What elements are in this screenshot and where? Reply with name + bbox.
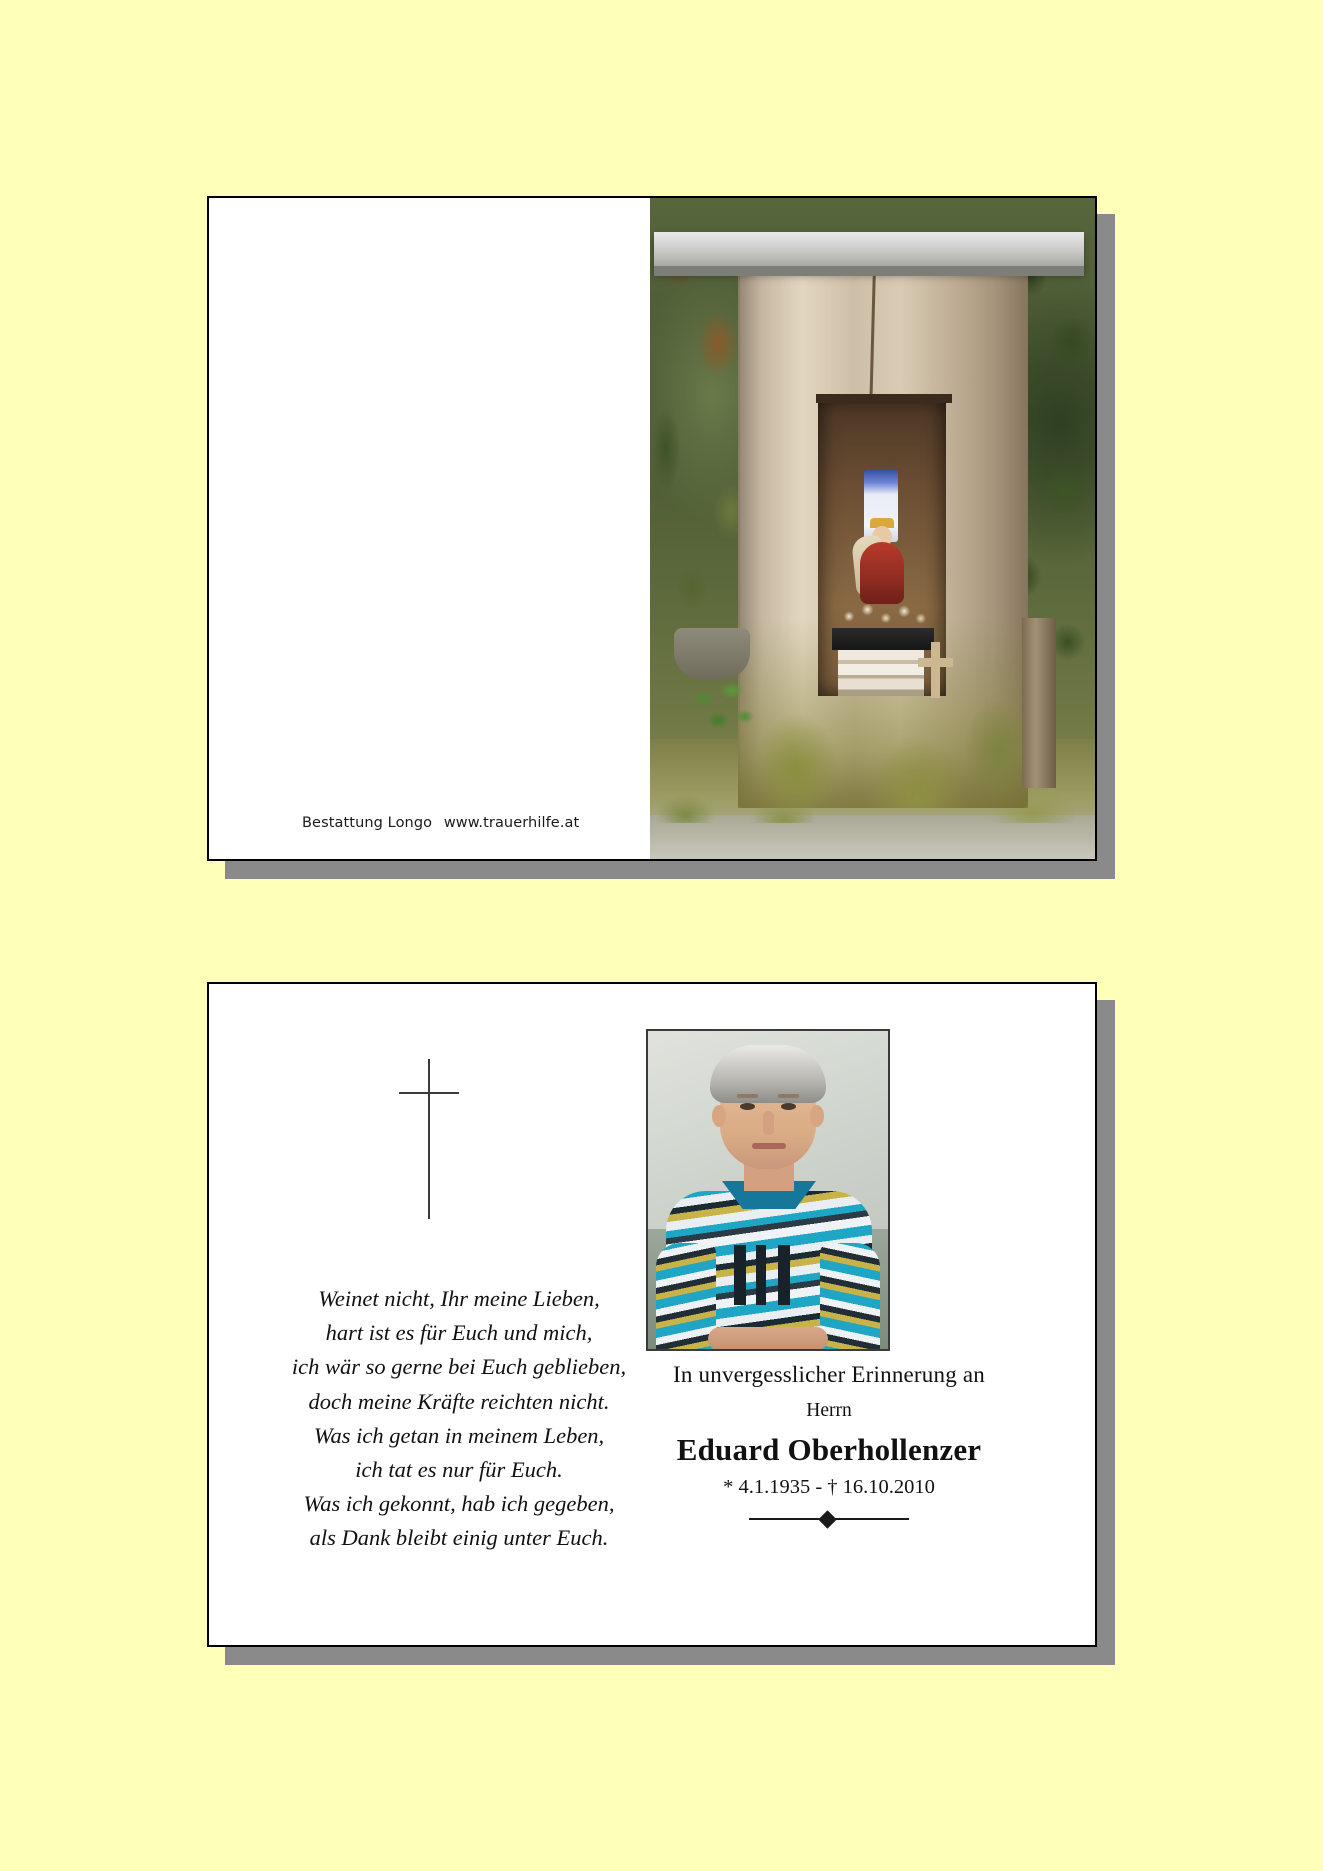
verse-line: hart ist es für Euch und mich,: [325, 1320, 593, 1346]
verse-line: Was ich gekonnt, hab ich gegeben,: [303, 1491, 615, 1517]
verse-line: ich wär so gerne bei Euch geblieben,: [291, 1354, 627, 1380]
verse-line: als Dank bleibt einig unter Euch.: [309, 1525, 609, 1551]
flower-offering: [838, 596, 930, 630]
funeral-home-imprint: [302, 815, 579, 831]
funeral-home-name: Bestattung Longo: [302, 815, 433, 831]
statue-robe: [860, 542, 904, 604]
sweater-pattern-blocks: [734, 1245, 800, 1305]
left-ear: [712, 1105, 726, 1127]
card-inside-layout: [209, 984, 1095, 1645]
verse-line: Was ich getan in meinem Leben,: [313, 1422, 605, 1448]
right-ear: [810, 1105, 824, 1127]
life-dates: * 4.1.1935 - † 16.10.2010: [723, 1476, 935, 1498]
card-outside-layout: [209, 198, 1095, 859]
memorial-card-inside: [207, 982, 1097, 1647]
memorial-card-outside: [207, 196, 1097, 861]
left-eyebrow: [737, 1094, 758, 1098]
stacked-stones: [838, 650, 924, 696]
memorial-intro: In unvergesslicher Erinnerung an: [673, 1362, 985, 1387]
christian-cross-icon: [399, 1059, 459, 1219]
ornamental-divider: [749, 1511, 909, 1527]
left-eye: [740, 1103, 755, 1110]
stone-pot: [674, 628, 750, 680]
cross-vertical-bar: [428, 1059, 430, 1219]
folded-hands: [708, 1327, 828, 1351]
green-plant: [690, 678, 760, 748]
wooden-post: [1022, 618, 1056, 788]
grey-hair: [710, 1045, 826, 1103]
verse-line: ich tat es nur für Euch.: [355, 1456, 563, 1482]
sweater-right-arm: [820, 1243, 880, 1351]
niche-lintel: [816, 394, 952, 403]
deceased-name: Eduard Oberhollenzer: [676, 1432, 982, 1467]
verse-line: doch meine Kräfte reichten nicht.: [308, 1388, 610, 1414]
card-outside-blank-page: [209, 198, 650, 859]
stone-roof-shadow: [654, 266, 1084, 276]
funeral-home-url: www.trauerhilfe.at: [443, 815, 580, 831]
wooden-cross: [916, 642, 954, 698]
mouth: [752, 1143, 786, 1149]
verse-line: Weinet nicht, Ihr meine Lieben,: [318, 1286, 600, 1311]
madonna-statue: [846, 516, 916, 606]
wayside-shrine-photo: [650, 198, 1095, 859]
nose: [763, 1111, 774, 1135]
sweater-left-arm: [656, 1243, 716, 1351]
right-eye: [781, 1103, 796, 1110]
portrait-photo: [646, 1029, 890, 1351]
right-eyebrow: [778, 1094, 799, 1098]
memorial-text-block: [609, 1362, 1049, 1527]
cross-horizontal-bar: [399, 1092, 459, 1094]
divider-diamond-icon: [818, 1510, 836, 1528]
memorial-salutation: Herrn: [806, 1400, 852, 1421]
